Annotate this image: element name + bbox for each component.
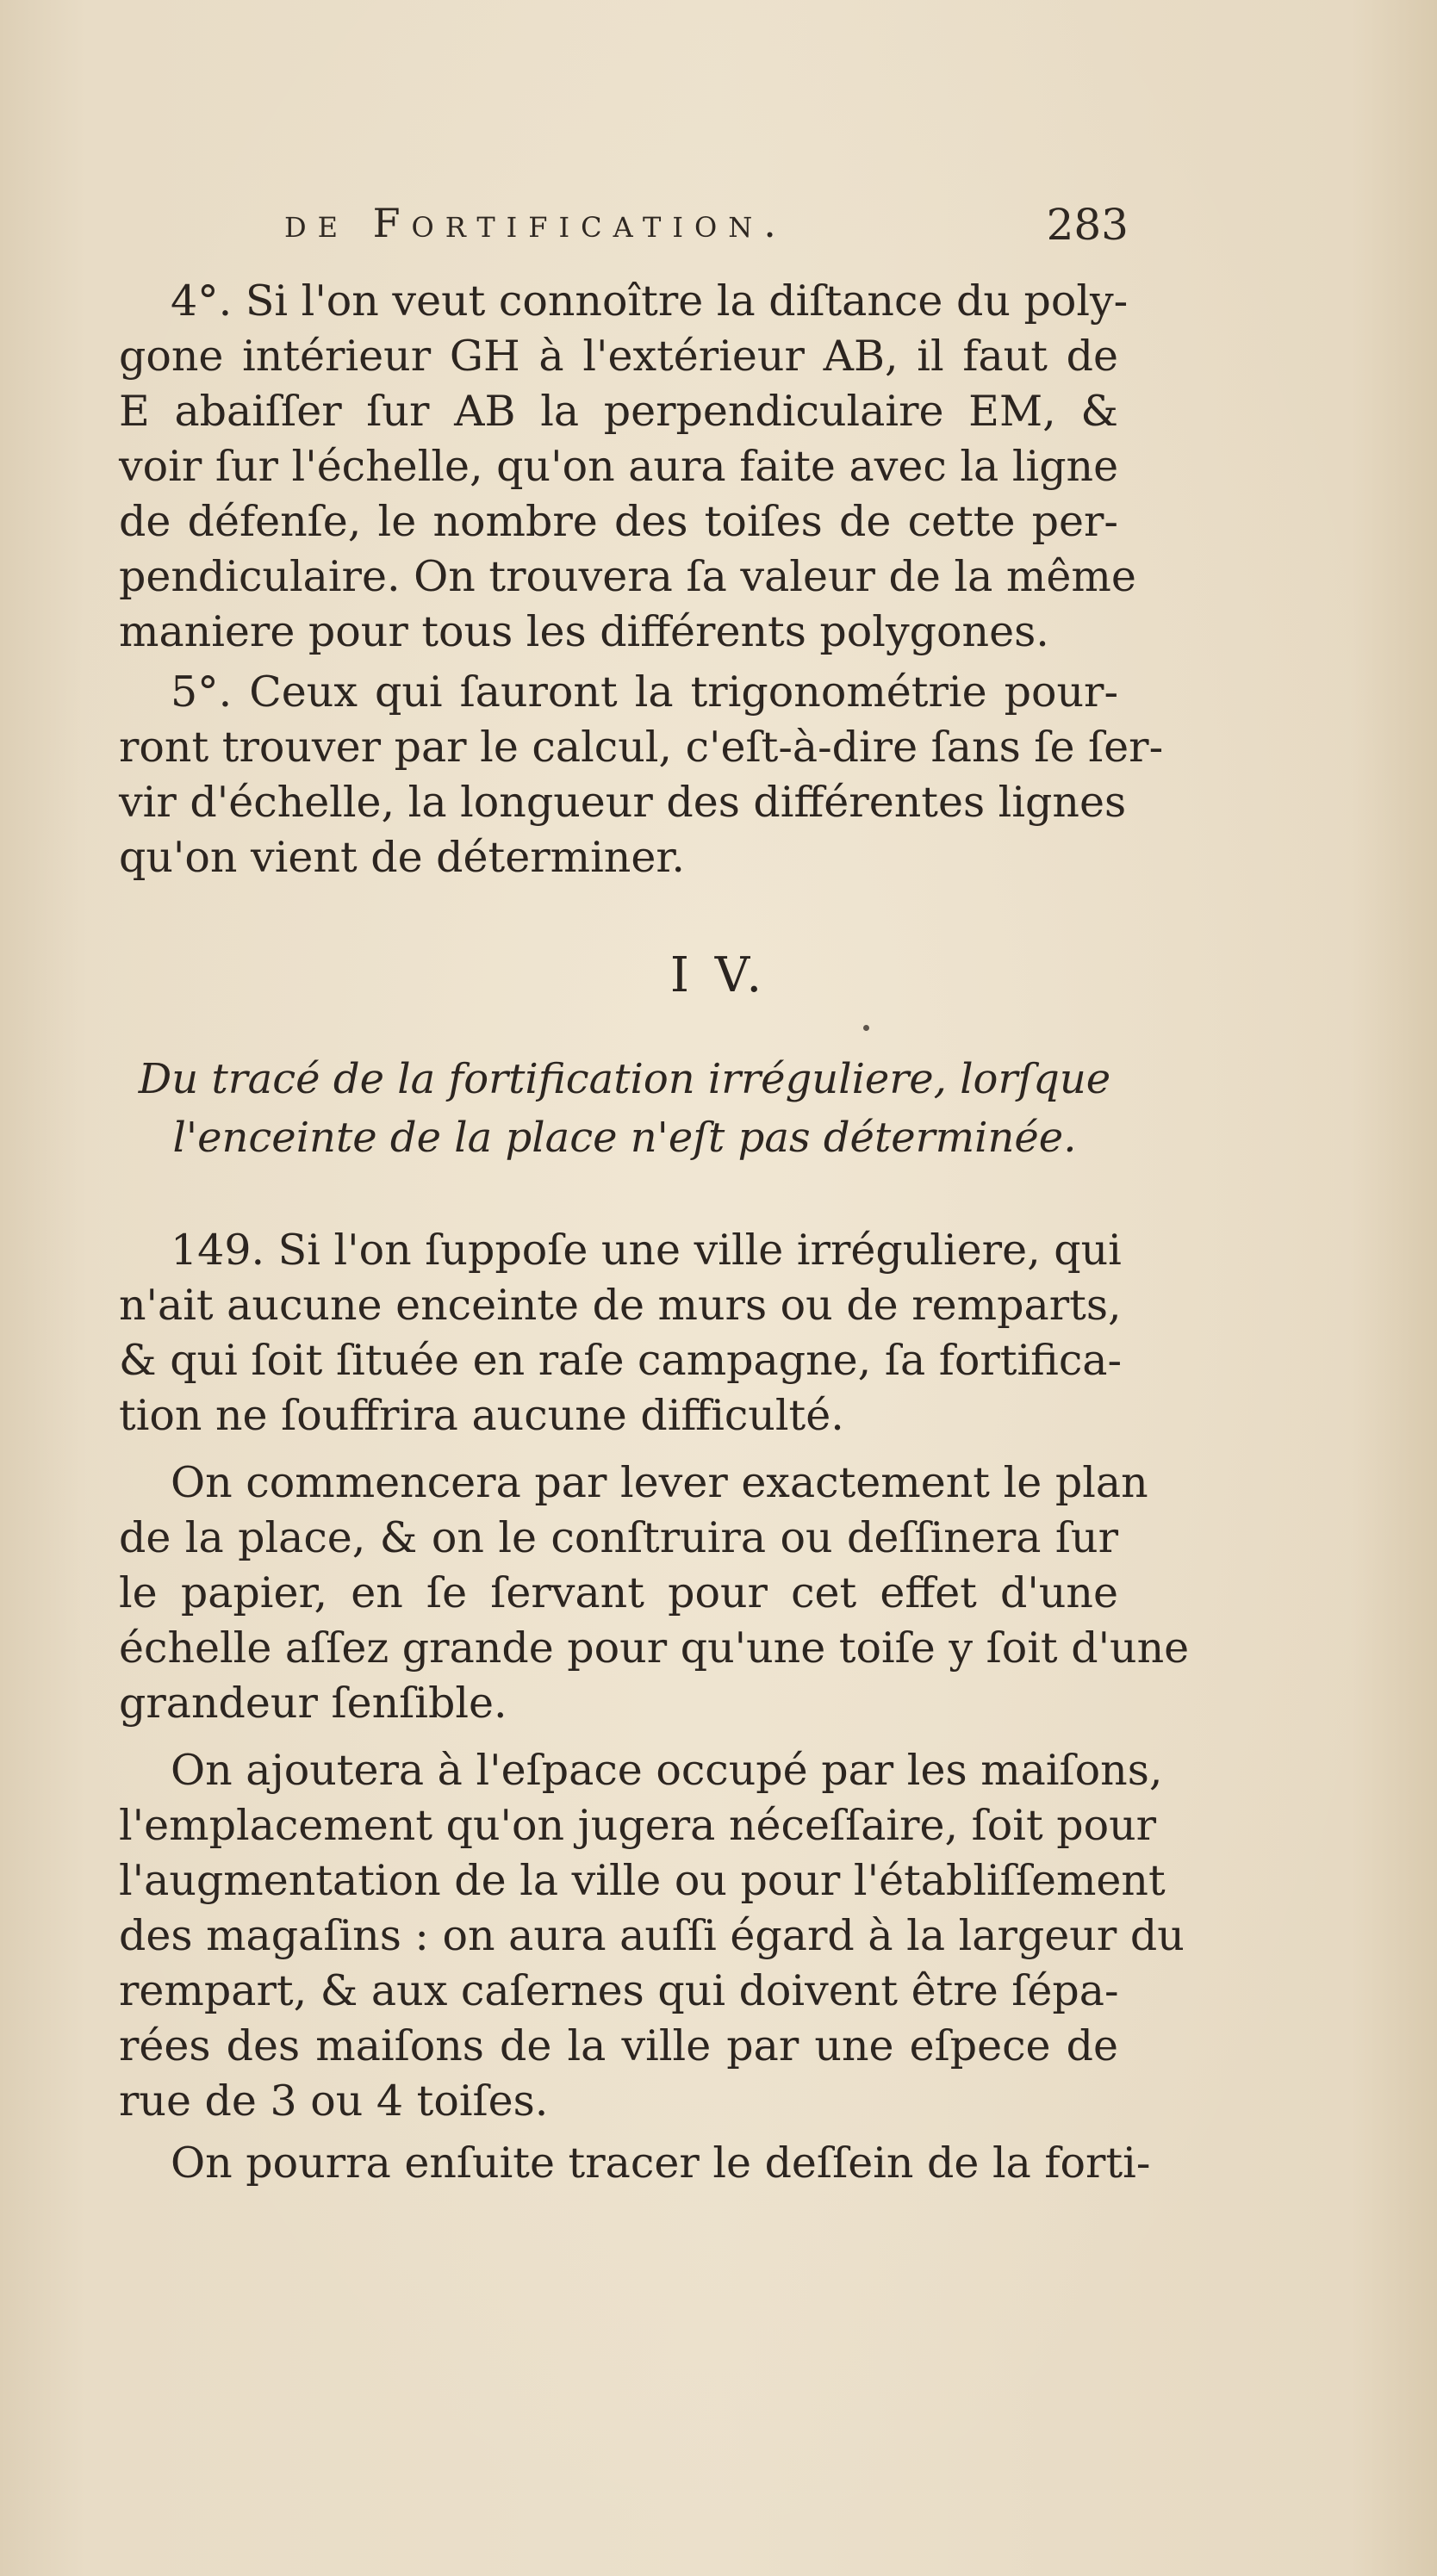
text-line: On ajoutera à l'eſpace occupé par les maiſons, <box>171 1746 1163 1795</box>
section-number: I V. <box>669 947 768 1003</box>
text-line: 149. Si l'on ſuppoſe une ville irréguliere, qui <box>171 1226 1122 1275</box>
text-line: n'ait aucune enceinte de murs ou de remparts, <box>119 1281 1122 1330</box>
text-line: pendiculaire. On trouvera ſa valeur de la même <box>119 552 1136 601</box>
text-line: 4°. Si l'on veut connoître la diſtance du poly- <box>171 276 1129 326</box>
section-title-line-1: Du tracé de la fortification irréguliere, lorſque <box>138 1055 1111 1103</box>
ink-speck <box>863 1025 869 1031</box>
text-line: ront trouver par le calcul, c'eſt-à-dire ſans ſe ſer- <box>119 723 1164 772</box>
text-line: tion ne ſouffrira aucune difficulté. <box>119 1391 844 1440</box>
text-line: & qui ſoit ſituée en raſe campagne, ſa fortifica- <box>119 1336 1123 1385</box>
text-line: gone intérieur GH à l'extérieur AB, il faut de <box>119 332 1118 381</box>
text-line: voir ſur l'échelle, qu'on aura faite avec la ligne <box>119 442 1119 491</box>
text-line: le papier, en ſe ſervant pour cet effet d'une <box>119 1568 1118 1617</box>
text-line: qu'on vient de déterminer. <box>119 833 685 882</box>
section-title-line-2: l'enceinte de la place n'eſt pas déterminée. <box>172 1114 1077 1162</box>
running-header <box>284 200 1129 260</box>
text-line: On pourra enſuite tracer le deſſein de la forti- <box>171 2138 1151 2188</box>
text-line: rempart, & aux caſernes qui doivent être ſépa- <box>119 1966 1119 2015</box>
text-line: vir d'échelle, la longueur des différentes lignes <box>119 778 1127 827</box>
running-title: de Fortification. <box>284 200 787 246</box>
text-line: maniere pour tous les différents polygones. <box>119 607 1049 656</box>
text-line: grandeur ſenſible. <box>119 1679 507 1728</box>
text-line: rées des maiſons de la ville par une eſpece de <box>119 2021 1118 2070</box>
page-number: 283 <box>1046 200 1129 250</box>
text-line: l'augmentation de la ville ou pour l'établiſſement <box>119 1856 1166 1905</box>
text-line: de la place, & on le conſtruira ou deſſinera ſur <box>119 1513 1118 1562</box>
text-line: échelle aſſez grande pour qu'une toiſe y ſoit d'une <box>119 1623 1190 1673</box>
text-line: rue de 3 ou 4 toiſes. <box>119 2076 549 2126</box>
text-line: On commencera par lever exactement le plan <box>171 1458 1148 1507</box>
text-line: de défenſe, le nombre des toiſes de cette per- <box>119 497 1118 546</box>
text-line: E abaiſſer ſur AB la perpendiculaire EM, & <box>119 387 1118 436</box>
text-line: 5°. Ceux qui ſauront la trigonométrie pour- <box>171 667 1118 717</box>
text-line: l'emplacement qu'on jugera néceſſaire, ſoit pour <box>119 1801 1157 1850</box>
text-line: des magaſins : on aura auſſi égard à la largeur du <box>119 1911 1185 1960</box>
